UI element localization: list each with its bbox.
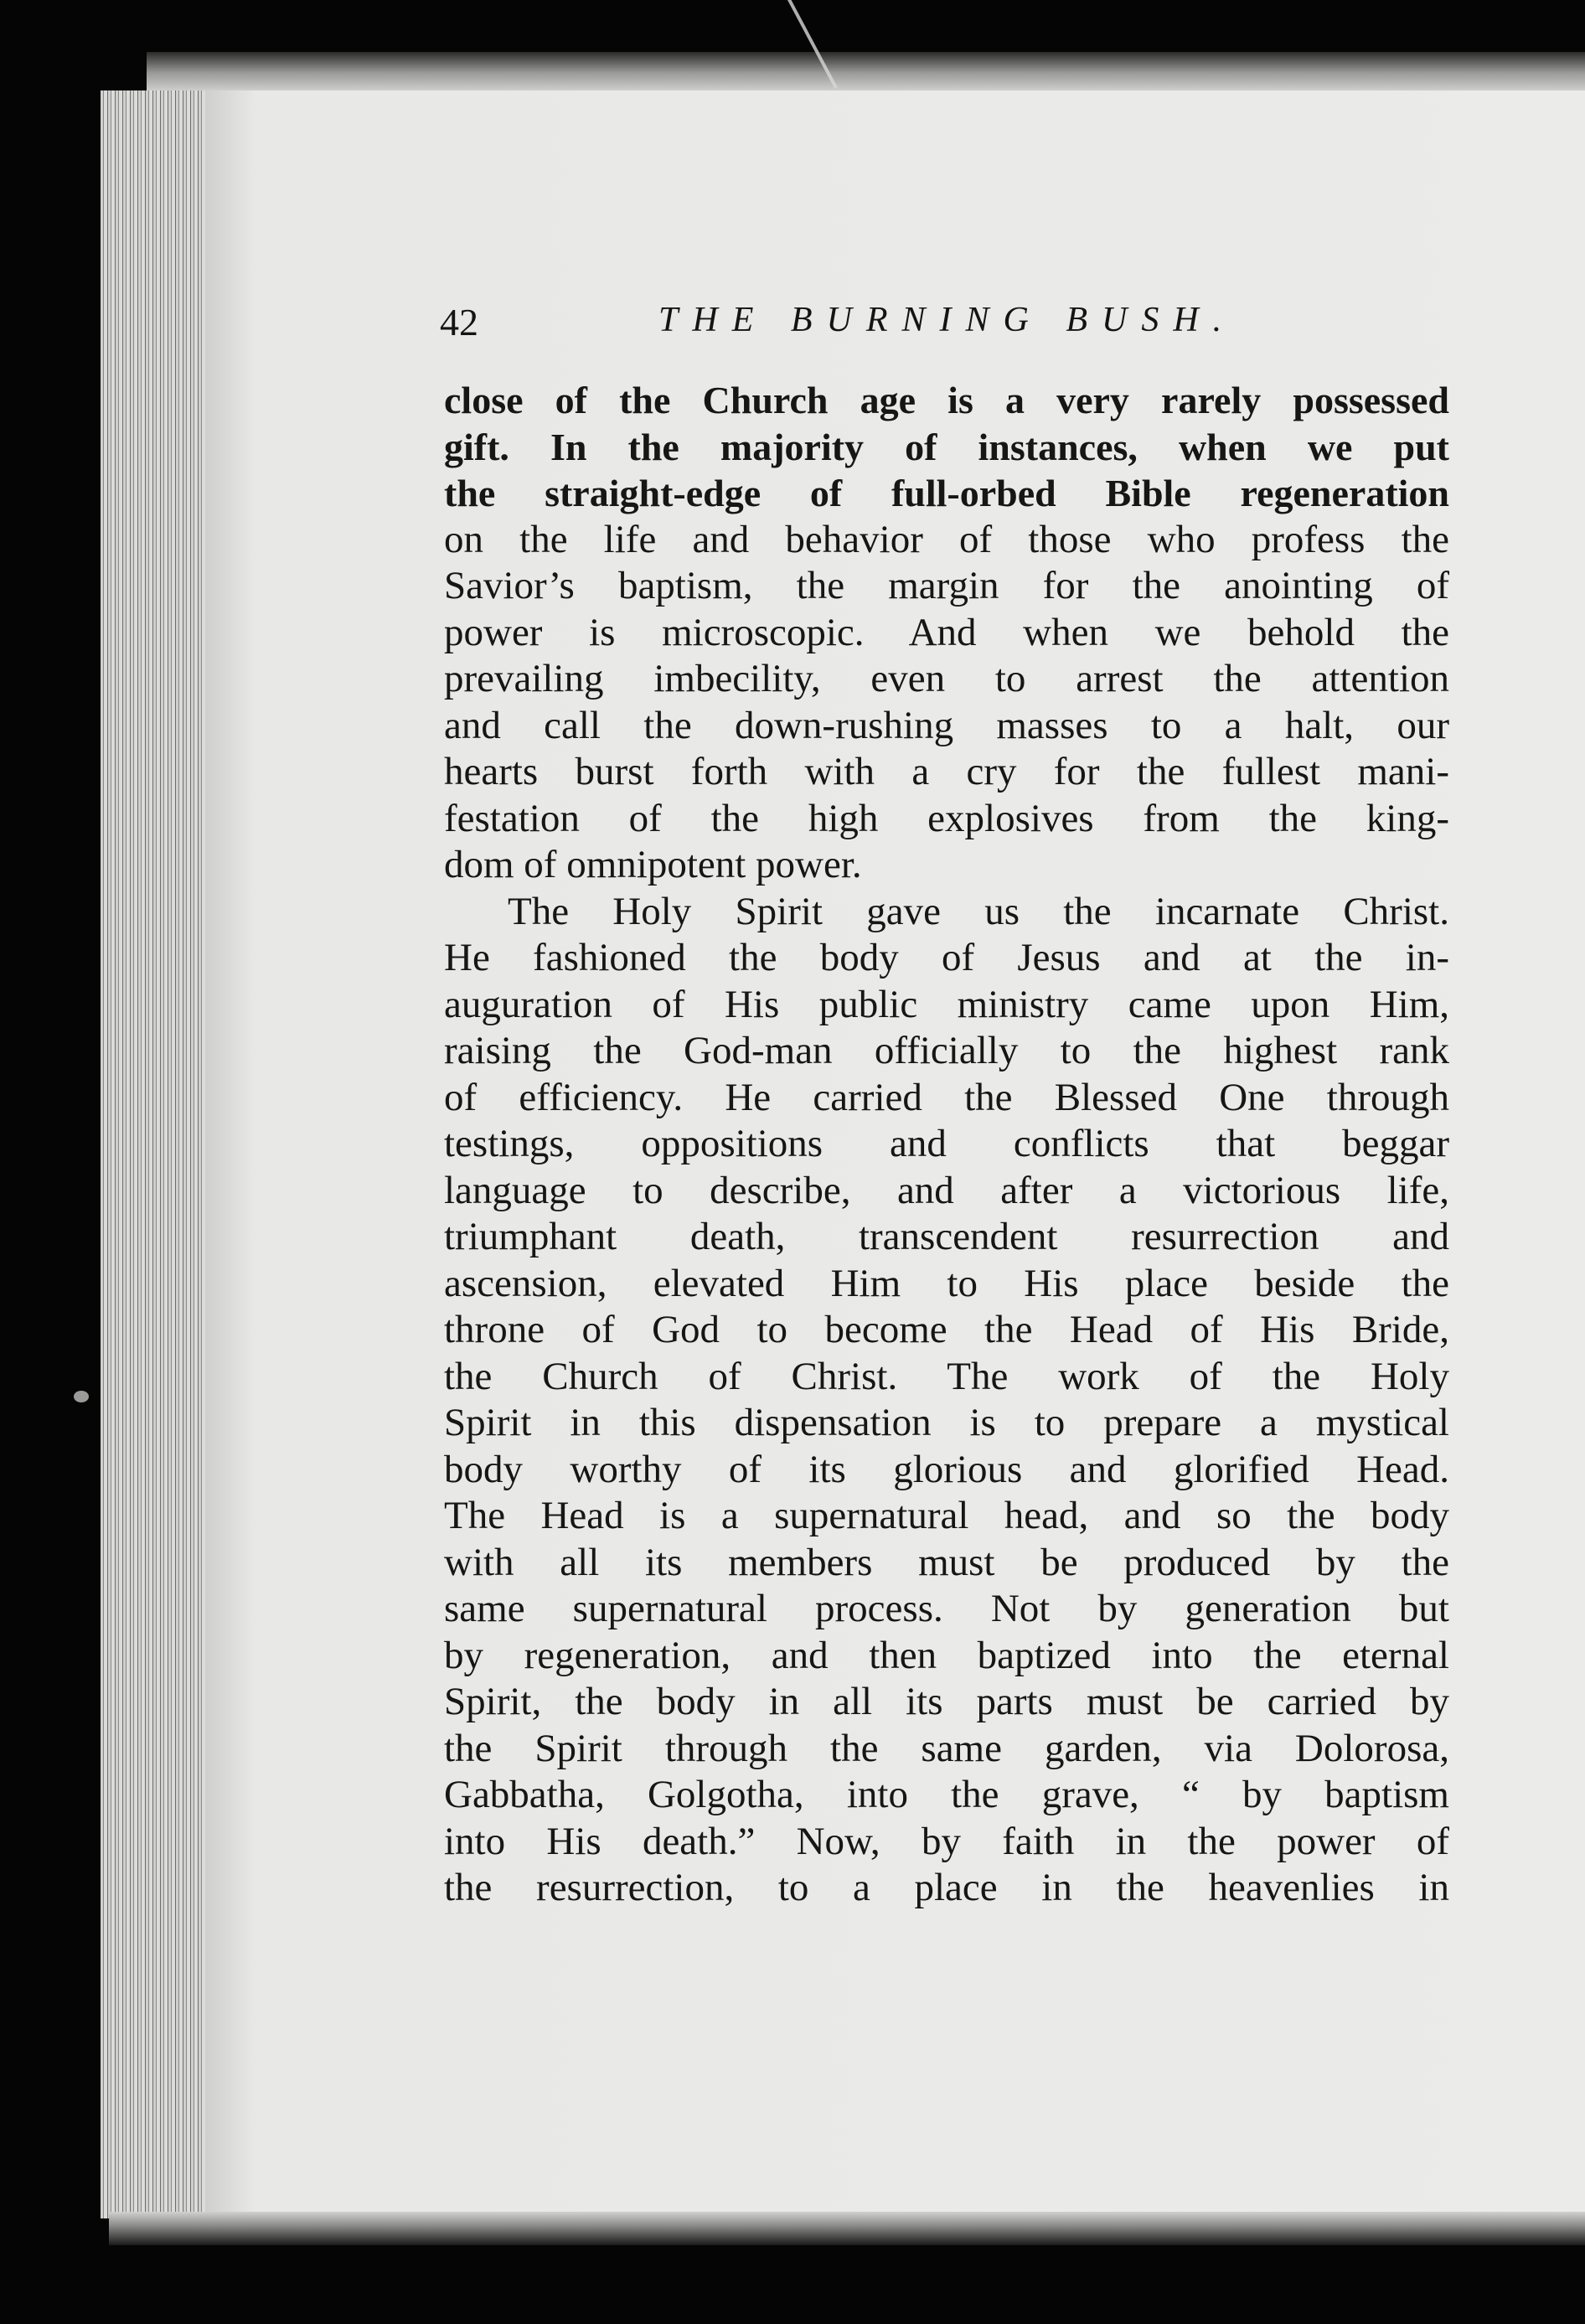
- text-line: the straight-edge of full-orbed Bible regeneration: [444, 472, 1449, 514]
- text-line: same supernatural process. Not by generation but: [444, 1587, 1449, 1630]
- text-line: prevailing imbecility, even to arrest the attention: [444, 657, 1449, 700]
- text-line: triumphant death, transcendent resurrection and: [444, 1215, 1449, 1258]
- page-number: 42: [440, 301, 478, 343]
- text-line: Spirit, the body in all its parts must be carried by: [444, 1680, 1449, 1723]
- text-line: and call the down-rushing masses to a halt, our: [444, 703, 1449, 747]
- text-line: ascension, elevated Him to His place beside the: [444, 1261, 1449, 1305]
- text-line: Spirit in this dispensation is to prepare a mystical: [444, 1401, 1449, 1444]
- text-line: the resurrection, to a place in the heavenlies in: [444, 1866, 1449, 1909]
- text-line: on the life and behavior of those who profess the: [444, 517, 1449, 561]
- text-line: Gabbatha, Golgotha, into the grave, “ by baptism: [444, 1773, 1449, 1816]
- text-line: with all its members must be produced by the: [444, 1540, 1449, 1584]
- text-line: hearts burst forth with a cry for the fullest mani-: [444, 750, 1449, 793]
- text-line: throne of God to become the Head of His Bride,: [444, 1308, 1449, 1351]
- text-line: close of the Church age is a very rarely possessed: [444, 379, 1449, 421]
- text-line: body worthy of its glorious and glorified Head.: [444, 1447, 1449, 1491]
- text-line: the Spirit through the same garden, via Dolorosa,: [444, 1726, 1449, 1770]
- text-line: raising the God-man officially to the highest rank: [444, 1029, 1449, 1072]
- body-text: [444, 377, 1449, 1912]
- text-line: of efficiency. He carried the Blessed One through: [444, 1075, 1449, 1119]
- text-line: into His death.” Now, by faith in the power of: [444, 1819, 1449, 1863]
- text-line: gift. In the majority of instances, when we put: [444, 425, 1449, 468]
- text-line: Savior’s baptism, the margin for the anointing of: [444, 564, 1449, 607]
- text-line: testings, oppositions and conflicts that beggar: [444, 1122, 1449, 1165]
- text-line: the Church of Christ. The work of the Holy: [444, 1354, 1449, 1398]
- text-line: He fashioned the body of Jesus and at the in-: [444, 936, 1449, 979]
- text-line: The Head is a supernatural head, and so the body: [444, 1494, 1449, 1537]
- text-line: power is microscopic. And when we behold the: [444, 610, 1449, 654]
- paragraph-first-line: The Holy Spirit gave us the incarnate Christ.: [508, 889, 1449, 933]
- running-title: THE BURNING BUSH.: [658, 301, 1237, 339]
- text-line: dom of omnipotent power.: [444, 843, 862, 886]
- text-line: festation of the high explosives from the king-: [444, 796, 1449, 840]
- text-line: auguration of His public ministry came upon Him,: [444, 982, 1449, 1026]
- margin-speck: [74, 1391, 89, 1402]
- text-line: language to describe, and after a victorious life,: [444, 1168, 1449, 1212]
- page-bottom-edge: [109, 2212, 1585, 2245]
- text-line: by regeneration, and then baptized into the eternal: [444, 1633, 1449, 1677]
